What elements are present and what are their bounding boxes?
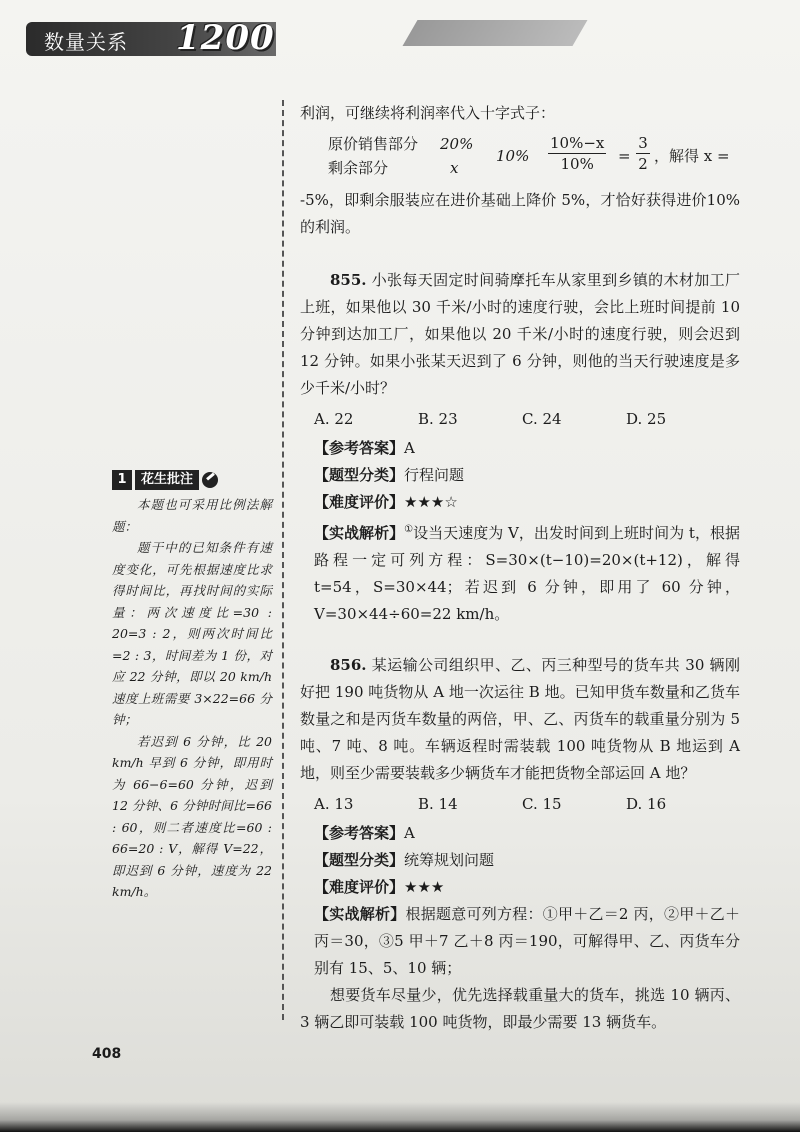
option-b: B. 23 (418, 410, 458, 428)
note-header (112, 470, 272, 490)
difficulty-tag: 【难度评价】 (314, 493, 405, 511)
analysis-paragraph (300, 516, 740, 628)
solve-text: ，解得 x = (654, 147, 730, 165)
type-line (300, 462, 740, 489)
option-b: B. 14 (418, 795, 458, 813)
option-a: A. 13 (314, 795, 354, 813)
answer-tag: 【参考答案】 (314, 824, 405, 842)
fraction-1-numerator: 10%−x (550, 134, 605, 152)
page-number: 408 (92, 1046, 122, 1062)
question-855-text (300, 267, 740, 402)
pencil-icon (202, 472, 218, 488)
main-column (300, 100, 740, 1036)
type-line (300, 847, 740, 874)
difficulty-tag: 【难度评价】 (314, 878, 405, 896)
prev-solution-conclusion: -5%，即剩余服装应在进价基础上降价 5%，才恰好获得进价10%的利润。 (300, 191, 740, 236)
note-title: 花生批注 (135, 470, 199, 490)
question-855-body: 小张每天固定时间骑摩托车从家里到乡镇的木材加工厂上班，如果他以 30 千米/小时的速度行驶，会比上班时间提前 10 分钟到达加工厂，如果他以 20 千米/小时的速度行驶，则会迟到 12 分钟。如果小张某天迟到了 6 分钟，则他的当天行驶速度是多少千米/小时？ (300, 271, 740, 397)
fraction-2-denominator: 2 (638, 155, 648, 173)
row1-label: 原价销售部分 (328, 135, 419, 153)
type-tag: 【题型分类】 (314, 851, 405, 869)
header-number: 1200 (176, 18, 275, 58)
analysis-text: 根据题意可列方程：①甲＋乙＝2 丙，②甲＋乙＋丙＝30，③5 甲＋7 乙＋8 丙＝190，可解得甲、乙、丙货车分别有 15、5、10 辆； (314, 905, 740, 977)
header-title: 数量关系 (44, 30, 128, 54)
question-855 (300, 267, 740, 628)
question-856-options (314, 791, 740, 818)
analysis-text: 设当天速度为 V，出发时间到上班时间为 t，根据路程一定可列方程：S=30×(t−10)=20×(t+12)，解得 t=54，S=30×44；若迟到 6 分钟，即用了 60 分钟，V=30×44÷60=22 km/h。 (314, 524, 740, 623)
option-c: C. 15 (522, 795, 562, 813)
question-856-body: 某运输公司组织甲、乙、丙三种型号的货车共 30 辆刚好把 190 吨货物从 A 地一次运往 B 地。已知甲货车数量和乙货车数量之和是丙货车数量的两倍，甲、乙、丙货车的载重量分别为 5 吨、7 吨、8 吨。车辆返程时需装载 100 吨货物从 B 地运到 A 地，则至少需要装载多少辆货车才能把货物全部运回 A 地？ (300, 656, 740, 782)
answer-line (300, 820, 740, 847)
fraction-1 (548, 133, 606, 174)
scan-bottom-shadow (0, 1102, 800, 1132)
row2-label: 剩余部分 (328, 159, 389, 177)
difficulty-stars: ★★★ (404, 878, 445, 896)
question-855-options (314, 406, 740, 433)
option-d: D. 25 (626, 410, 667, 428)
analysis-tag: 【实战解析】 (314, 905, 406, 923)
note-paragraph-2: 题干中的已知条件有速度变化，可先根据速度比求得时间比，再找时间的实际量：两次速度比=30 : 20=3 : 2，则两次时间比=2 : 3，时间差为 1 份，对应 22 分钟，即以 20 km/h 速度上班需要 3×22=66 分钟； (112, 540, 272, 727)
option-c: C. 24 (522, 410, 562, 428)
equals-sign: = (618, 147, 631, 165)
header-decor-stripe (402, 20, 587, 46)
option-d: D. 16 (626, 795, 667, 813)
question-856 (300, 652, 740, 1036)
middle-value: 10% (496, 147, 530, 165)
analysis-footnote-mark: ① (404, 524, 414, 535)
answer-value: A (404, 439, 415, 457)
analysis-tag: 【实战解析】 (314, 524, 405, 542)
row2-value: x (450, 159, 459, 177)
question-855-number: 855. (330, 271, 367, 289)
question-856-text (300, 652, 740, 787)
row1-value: 20% (440, 135, 474, 153)
margin-note (112, 470, 272, 903)
question-856-number: 856. (330, 656, 367, 674)
fraction-2 (636, 133, 650, 174)
note-number-badge: 1 (112, 470, 132, 490)
fraction-2-numerator: 3 (636, 133, 650, 154)
analysis-paragraph (300, 901, 740, 982)
type-value: 行程问题 (404, 466, 465, 484)
difficulty-line (300, 489, 740, 516)
option-a: A. 22 (314, 410, 354, 428)
column-divider (282, 100, 284, 1020)
type-value: 统筹规划问题 (404, 851, 495, 869)
prev-solution-line: 利润，可继续将利润率代入十字式子： (300, 104, 556, 122)
fraction-1-denominator: 10% (560, 155, 594, 173)
answer-tag: 【参考答案】 (314, 439, 405, 457)
cross-formula (300, 129, 740, 185)
note-paragraph-3: 若迟到 6 分钟，比 20 km/h 早到 6 分钟，即用时为 66−6=60 分钟，迟到 12 分钟、6 分钟时间比=66 : 60，则二者速度比=60 : 66=20 : V，解得 V=22，即迟到 6 分钟，速度为 22 km/h。 (112, 733, 272, 899)
difficulty-line (300, 874, 740, 901)
analysis-paragraph-2: 想要货车尽量少，优先选择载重量大的货车，挑选 10 辆丙、3 辆乙即可装载 100 吨货物，即最少需要 13 辆货车。 (300, 986, 740, 1031)
note-paragraph-1: 本题也可采用比例法解题： (112, 497, 272, 534)
difficulty-stars: ★★★☆ (404, 493, 458, 511)
book-header (26, 18, 326, 58)
type-tag: 【题型分类】 (314, 466, 405, 484)
answer-value: A (404, 824, 415, 842)
answer-line (300, 435, 740, 462)
